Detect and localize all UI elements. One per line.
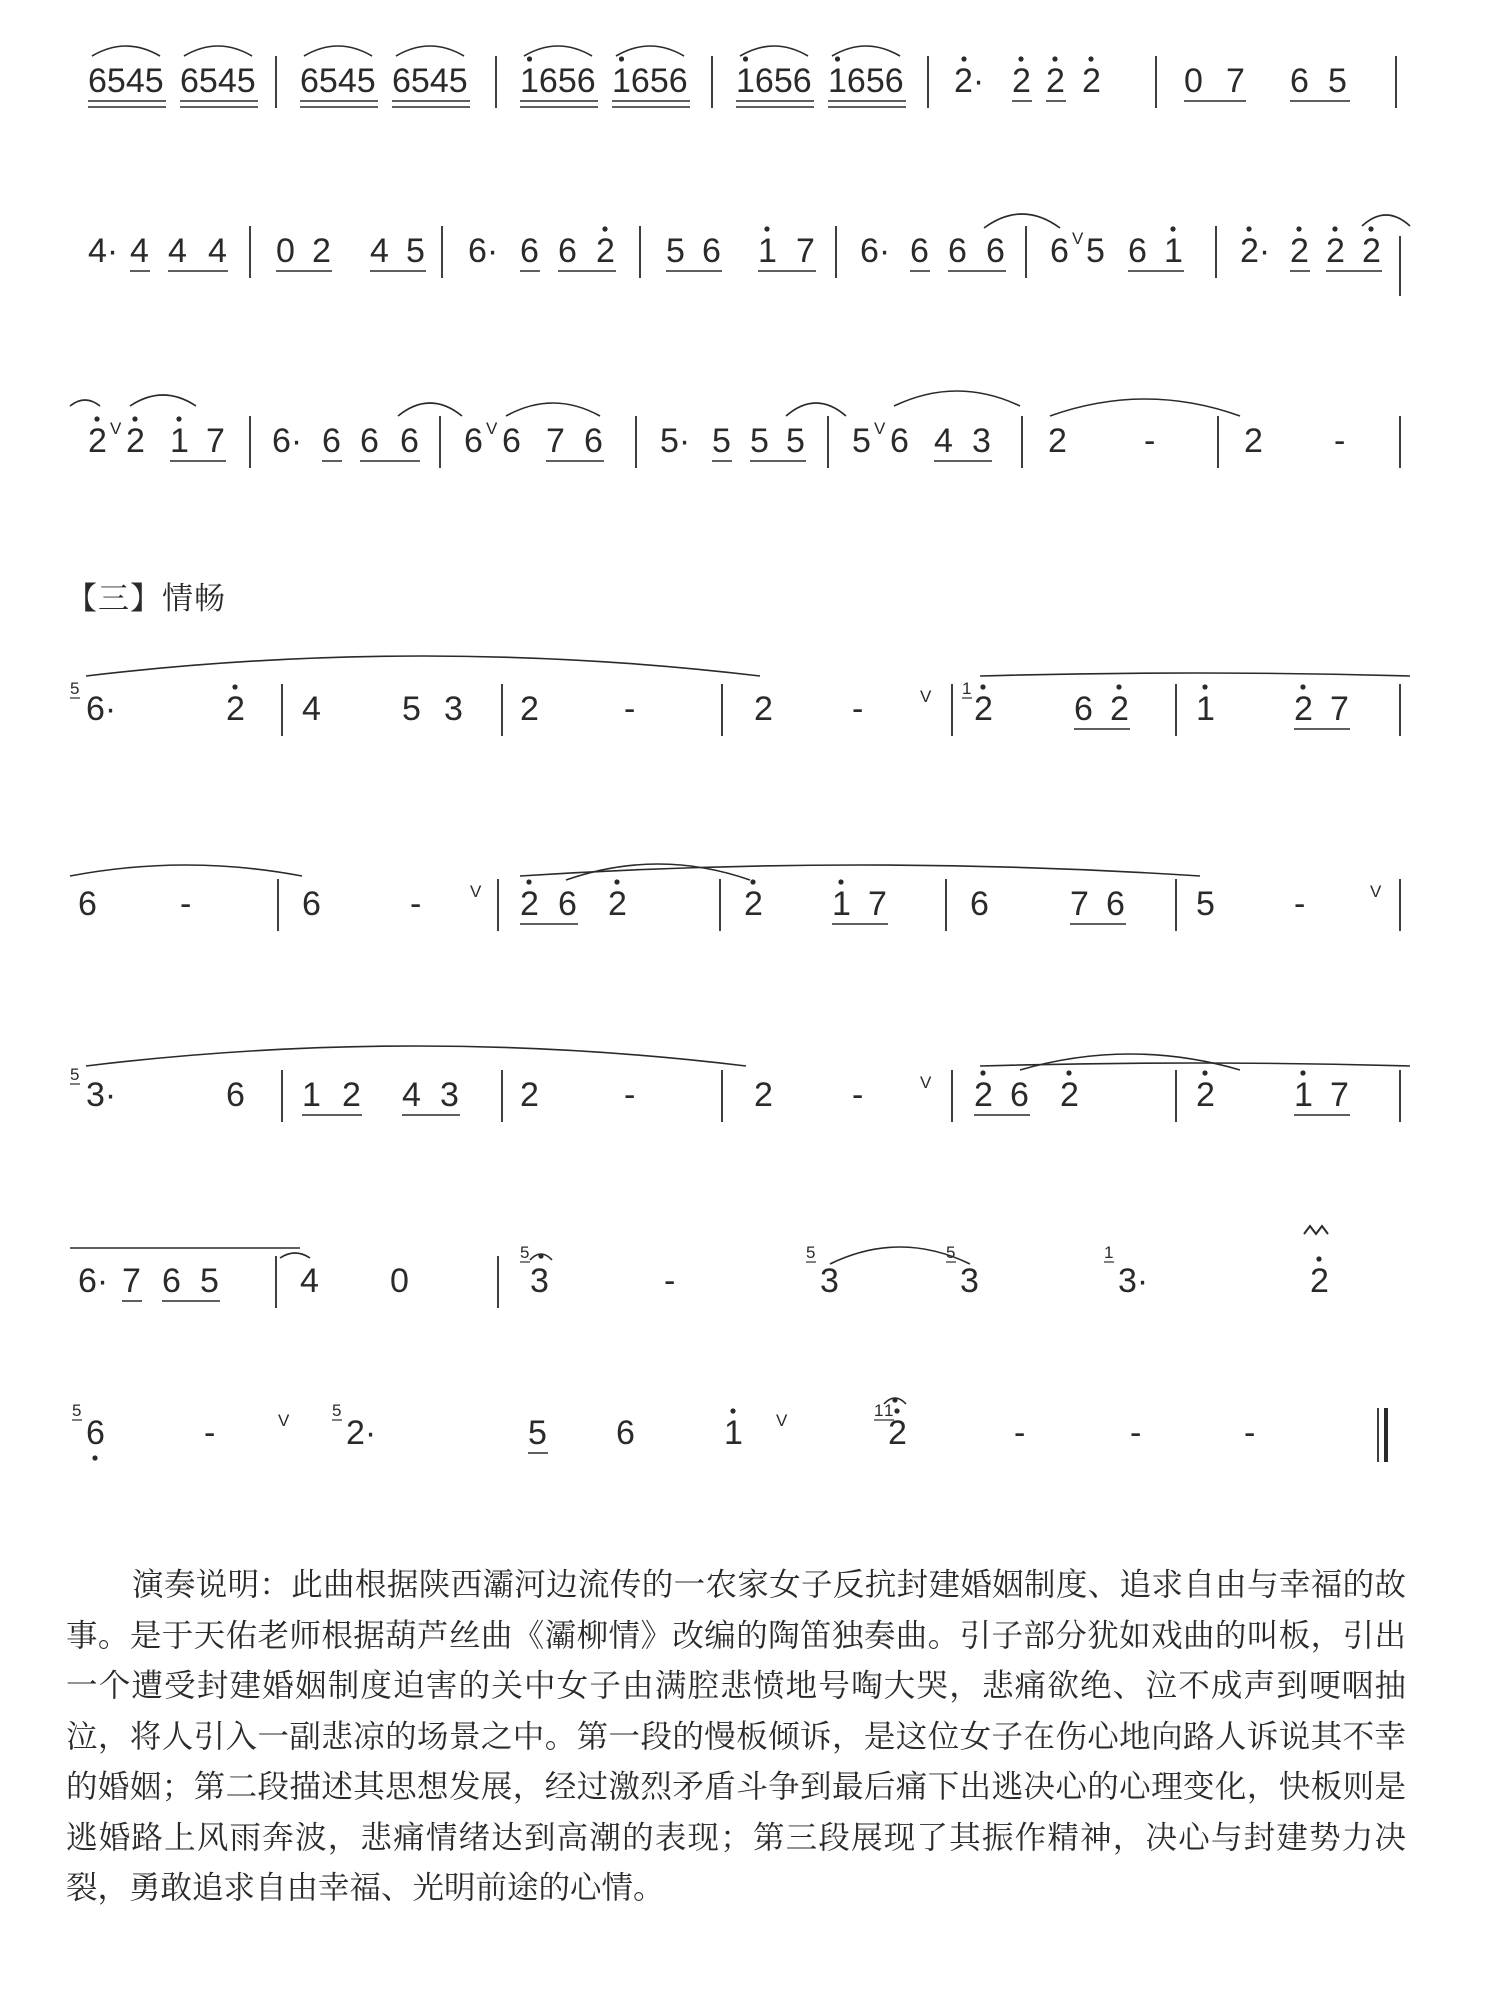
note: 6 <box>1010 1076 1029 1114</box>
octave-dot <box>1300 1070 1305 1075</box>
slur <box>524 46 592 56</box>
note-group: 6545 <box>300 62 376 100</box>
note-group: 6545 <box>88 62 164 100</box>
note: 2 <box>888 1414 907 1452</box>
note: 5 <box>750 422 769 460</box>
slur <box>396 46 464 56</box>
note: - <box>180 885 192 923</box>
note: - <box>1294 885 1306 923</box>
note: 4· <box>88 232 119 270</box>
octave-dot <box>835 56 840 61</box>
octave-dot <box>619 56 624 61</box>
note: 6 <box>520 232 539 270</box>
note: 5 <box>1086 232 1105 270</box>
note: - <box>1244 1414 1256 1452</box>
octave-dot <box>94 416 99 421</box>
octave-dot <box>176 416 181 421</box>
octave-dot <box>1296 226 1301 231</box>
octave-dot <box>1316 1256 1321 1261</box>
note: 3 <box>960 1262 979 1300</box>
octave-dot <box>602 226 607 231</box>
slur <box>92 46 160 56</box>
note: 2 <box>520 1076 539 1114</box>
slur <box>1020 1054 1240 1070</box>
note: 6 <box>910 232 929 270</box>
note: 7 <box>1330 690 1349 728</box>
octave-dot <box>1052 56 1057 61</box>
breath-mark: V <box>470 882 482 901</box>
breath-mark: V <box>1072 229 1084 248</box>
octave-dot <box>92 1455 97 1460</box>
note: 6 <box>1128 232 1147 270</box>
note: 2 <box>754 1076 773 1114</box>
note: 5 <box>1196 885 1215 923</box>
note: 1 <box>832 885 851 923</box>
octave-dot <box>894 1408 899 1413</box>
grace-note: 5 <box>72 1401 82 1420</box>
note: 5 <box>1328 62 1347 100</box>
performance-notes <box>66 1560 1406 1914</box>
note: 3· <box>86 1076 117 1114</box>
note: 6 <box>616 1414 635 1452</box>
note: 2 <box>754 690 773 728</box>
note: 2 <box>974 1076 993 1114</box>
note: 2 <box>1046 62 1065 100</box>
note: 5 <box>712 422 731 460</box>
note: 2 <box>744 885 763 923</box>
octave-dot <box>614 879 619 884</box>
slur <box>70 400 100 406</box>
note: 6 <box>1050 232 1069 270</box>
note: 3 <box>530 1262 549 1300</box>
note: 4 <box>402 1076 421 1114</box>
note: 7 <box>796 232 815 270</box>
note: 2 <box>520 885 539 923</box>
note: 2 <box>1244 422 1263 460</box>
slur <box>786 403 846 416</box>
octave-dot <box>1018 56 1023 61</box>
note: 2 <box>342 1076 361 1114</box>
note: 1 <box>170 422 189 460</box>
note: 2 <box>1290 232 1309 270</box>
note: 7 <box>122 1262 141 1300</box>
slur <box>1050 399 1240 416</box>
note: 6 <box>558 885 577 923</box>
note: 0 <box>276 232 295 270</box>
note: - <box>664 1262 676 1300</box>
note: - <box>624 690 636 728</box>
note: 4 <box>302 690 321 728</box>
octave-dot <box>1202 684 1207 689</box>
grace-note: 1 <box>1104 1243 1114 1262</box>
note: 4 <box>300 1262 319 1300</box>
note: 1 <box>302 1076 321 1114</box>
octave-dot <box>538 1253 543 1258</box>
octave-dot <box>1088 56 1093 61</box>
note: 6 <box>890 422 909 460</box>
octave-dot <box>730 1408 735 1413</box>
octave-dot <box>132 416 137 421</box>
notes-text: 此曲根据陕西灞河边流传的一农家女子反抗封建婚姻制度、追求自由与幸福的故事。是于天佑老师根据葫芦丝曲《灞柳情》改编的陶笛独奏曲。引子部分犹如戏曲的叫板，引出一个遭受封建婚姻制度迫害的关中女子由满腔悲愤地号啕大哭，悲痛欲绝、泣不成声到哽咽抽泣，将人引入一副悲凉的场景之中。第一段的慢板倾诉，是这位女子在伤心地向路人诉说其不幸的婚姻；第二段描述其思想发展，经过激烈矛盾斗争到最后痛下出逃决心的心理变化，快板则是逃婚路上风雨奔波，悲痛情绪达到高潮的表现；第三段展现了其振作精神，决心与封建势力决裂，勇敢追求自由幸福、光明前途的心情。 <box>66 1567 1406 1906</box>
slur <box>740 46 808 56</box>
note: 2 <box>1362 232 1381 270</box>
note: 6 <box>986 232 1005 270</box>
slur <box>398 403 462 416</box>
note: - <box>852 1076 864 1114</box>
octave-dot <box>750 879 755 884</box>
note: 6 <box>86 1414 105 1452</box>
octave-dot <box>1170 226 1175 231</box>
note: 6 <box>302 885 321 923</box>
octave-dot <box>527 56 532 61</box>
breath-mark: V <box>874 419 886 438</box>
breath-mark: V <box>1370 882 1382 901</box>
note: 7 <box>1226 62 1245 100</box>
note: 7 <box>868 885 887 923</box>
note: 5 <box>786 422 805 460</box>
slur <box>86 656 760 676</box>
note-group: 1656 <box>520 62 596 100</box>
breath-mark: V <box>920 1073 932 1092</box>
octave-dot <box>1202 1070 1207 1075</box>
note: 2 <box>1110 690 1129 728</box>
note: 2 <box>226 690 245 728</box>
note-group: 6545 <box>180 62 256 100</box>
breath-mark: V <box>486 419 498 438</box>
note: 6· <box>86 690 117 728</box>
note: 6 <box>78 885 97 923</box>
slur <box>304 46 372 56</box>
note: 3 <box>444 690 463 728</box>
note: 5 <box>528 1414 547 1452</box>
note: 5 <box>402 690 421 728</box>
note: 6 <box>226 1076 245 1114</box>
note: 3 <box>440 1076 459 1114</box>
note: 2 <box>1326 232 1345 270</box>
note: 6 <box>360 422 379 460</box>
notes-label: 演奏说明： <box>132 1567 292 1603</box>
octave-dot <box>764 226 769 231</box>
note: 6 <box>558 232 577 270</box>
octave-dot <box>892 1397 897 1402</box>
note-group: 6545 <box>392 62 468 100</box>
octave-dot <box>838 879 843 884</box>
note: 0 <box>1184 62 1203 100</box>
note: - <box>1144 422 1156 460</box>
slur <box>280 1253 310 1258</box>
octave-dot <box>961 56 966 61</box>
note: 2 <box>596 232 615 270</box>
note: 2 <box>126 422 145 460</box>
note: 6 <box>162 1262 181 1300</box>
note: 2· <box>346 1414 377 1452</box>
grace-note: 5 <box>946 1243 956 1262</box>
note-group: 1656 <box>612 62 688 100</box>
note: - <box>624 1076 636 1114</box>
note: 7 <box>206 422 225 460</box>
note: 1 <box>1196 690 1215 728</box>
note: 6· <box>78 1262 109 1300</box>
slur <box>984 214 1060 228</box>
trill-mark <box>1304 1226 1328 1234</box>
grace-note: 1 <box>884 1401 894 1420</box>
grace-note: 5 <box>520 1243 530 1262</box>
note: 2 <box>520 690 539 728</box>
note: 2 <box>1294 690 1313 728</box>
breath-mark: V <box>110 419 122 438</box>
note: 2 <box>1048 422 1067 460</box>
note: 2· <box>954 62 985 100</box>
note: 6 <box>502 422 521 460</box>
note: 2 <box>608 885 627 923</box>
slur <box>86 1046 746 1066</box>
grace-note: 1 <box>962 679 972 698</box>
note: 1 <box>1164 232 1183 270</box>
note: 6 <box>400 422 419 460</box>
note-group: 1656 <box>828 62 904 100</box>
note: 6 <box>948 232 967 270</box>
slur <box>70 865 302 876</box>
note: 4 <box>370 232 389 270</box>
note: 4 <box>208 232 227 270</box>
note: 7 <box>1330 1076 1349 1114</box>
note: 6 <box>1074 690 1093 728</box>
note: 1 <box>1294 1076 1313 1114</box>
note: 2 <box>312 232 331 270</box>
octave-dot <box>1116 684 1121 689</box>
note: 6 <box>970 885 989 923</box>
note: 3 <box>820 1262 839 1300</box>
note: - <box>852 690 864 728</box>
note: 2 <box>1196 1076 1215 1114</box>
octave-dot <box>1332 226 1337 231</box>
grace-note: 5 <box>806 1243 816 1262</box>
grace-note: 5 <box>70 1065 80 1084</box>
note: - <box>1014 1414 1026 1452</box>
note: 3· <box>1118 1262 1149 1300</box>
note: 4 <box>130 232 149 270</box>
note: 1 <box>758 232 777 270</box>
slur <box>616 46 684 56</box>
note: 5 <box>406 232 425 270</box>
note-group: 1656 <box>736 62 812 100</box>
slur <box>506 403 600 416</box>
note: 6· <box>468 232 499 270</box>
slur <box>130 395 196 406</box>
grace-note: 5 <box>332 1401 342 1420</box>
breath-mark: V <box>920 687 932 706</box>
octave-dot <box>526 879 531 884</box>
octave-dot <box>1368 226 1373 231</box>
note: - <box>1130 1414 1142 1452</box>
note: 6 <box>464 422 483 460</box>
breath-mark: V <box>278 1411 290 1430</box>
octave-dot <box>1300 684 1305 689</box>
octave-dot <box>980 684 985 689</box>
slur <box>832 46 900 56</box>
octave-dot <box>1246 226 1251 231</box>
note: 6 <box>1106 885 1125 923</box>
note: 3 <box>972 422 991 460</box>
section-title: 【三】情畅 <box>66 581 226 617</box>
note: 2 <box>88 422 107 460</box>
slur <box>894 391 1020 406</box>
note: 4 <box>168 232 187 270</box>
note: 6 <box>702 232 721 270</box>
note: 2 <box>974 690 993 728</box>
note: 2· <box>1240 232 1271 270</box>
note: 4 <box>934 422 953 460</box>
note: 7 <box>1070 885 1089 923</box>
slur <box>980 673 1410 676</box>
note: 5 <box>852 422 871 460</box>
note: 6 <box>1290 62 1309 100</box>
octave-dot <box>980 1070 985 1075</box>
octave-dot <box>743 56 748 61</box>
note: - <box>410 885 422 923</box>
note: 2 <box>1012 62 1031 100</box>
breath-mark: V <box>776 1411 788 1430</box>
slur <box>1362 215 1410 226</box>
note: 5 <box>200 1262 219 1300</box>
note: 2 <box>1060 1076 1079 1114</box>
note: 7 <box>546 422 565 460</box>
note: 6 <box>322 422 341 460</box>
note: 5 <box>666 232 685 270</box>
note: 2 <box>1082 62 1101 100</box>
note: 0 <box>390 1262 409 1300</box>
note: - <box>204 1414 216 1452</box>
note: 6· <box>272 422 303 460</box>
grace-note: 5 <box>70 679 80 698</box>
note: 2 <box>1310 1262 1329 1300</box>
note: 6· <box>860 232 891 270</box>
grace-note: 1 <box>874 1401 884 1420</box>
slur <box>184 46 252 56</box>
octave-dot <box>232 684 237 689</box>
note: 1 <box>724 1414 743 1452</box>
note: 6 <box>584 422 603 460</box>
note: 5· <box>660 422 691 460</box>
octave-dot <box>1066 1070 1071 1075</box>
note: - <box>1334 422 1346 460</box>
